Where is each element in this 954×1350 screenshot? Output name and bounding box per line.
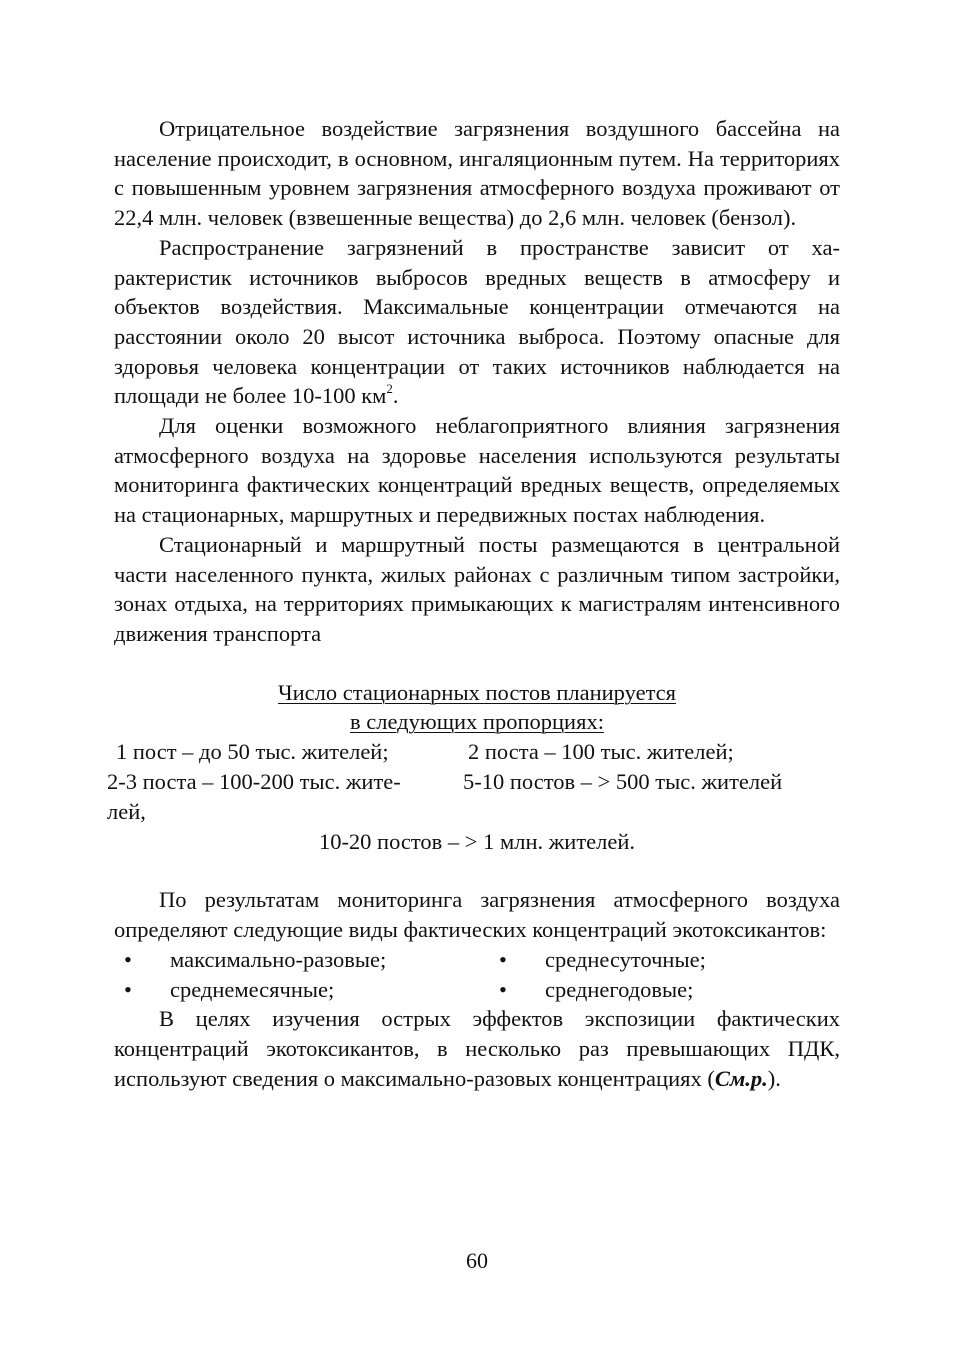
proportion-item-5: 10-20 постов – > 1 млн. жителей.: [318, 828, 636, 854]
paragraph-air-pollution-impact: Отрицательное воздействие загрязнения воздушного бассейна на население происходит, в основном, ингаляционным путем. На территориях с повышенным уровнем загрязнения атмосферного воздуха проживают от 22,4 млн. человек (взвешенные вещества) до 2,6 млн. человек (бензол).: [114, 116, 840, 231]
list-item-text: среднемесячные;: [170, 976, 335, 1002]
list-item-text: среднесуточные;: [545, 946, 706, 972]
paragraph-pollution-spread-text: Распространение загрязнений в пространстве зависит от характеристик источников выбросов вредных веществ в атмосферу и объектов воздействия. Максимальные концентрации отмечаются на расстоянии около 20 высот источника выброса. Поэтому опасные для здоровья человека концентрации от таких источников наблюдается на площади не более 10-100 км: [114, 234, 840, 409]
paragraph-pollution-spread: [114, 233, 840, 411]
superscript-square: 2: [386, 380, 393, 396]
bullet-icon: •: [499, 946, 507, 972]
proportion-item-1: 1 пост – до 50 тыс. жителей;: [116, 739, 389, 765]
list-item-text: максимально-разовые;: [170, 946, 387, 972]
proportion-item-2: 2 поста – 100 тыс. жителей;: [468, 739, 734, 765]
paragraph-health-assessment: Для оценки возможного неблагоприятного влияния загрязнения атмосферного воздуха на здоровье населения используются результаты мониторинга фактических концентраций вредных веществ, определяемых на стационарных, маршрутных и передвижных постах наблюдения.: [114, 413, 840, 528]
reference-smr: См.р.: [714, 1065, 768, 1091]
proportion-item-3-line1: 2-3 поста – 100-200 тыс. жите-: [107, 768, 401, 794]
proportions-list-cont: [106, 797, 866, 827]
paragraph-acute-effects: [114, 1004, 840, 1093]
proportion-item-4: 5-10 постов – > 500 тыс. жителей: [463, 768, 783, 794]
proportions-heading-line1: Число стационарных постов планируется: [277, 679, 677, 705]
bullet-icon: •: [124, 976, 132, 1002]
bullet-icon: •: [124, 946, 132, 972]
proportions-heading: [114, 678, 840, 737]
page-number: 60: [466, 1248, 488, 1273]
concentration-types-list: [114, 945, 840, 1004]
paragraph-pollution-spread-tail: .: [392, 383, 399, 409]
page-body: [107, 114, 840, 1093]
proportion-item-3-line2: лей,: [107, 799, 146, 825]
bullet-icon: •: [499, 976, 507, 1002]
proportions-heading-line2: в следующих пропорциях:: [350, 709, 604, 735]
paragraph-acute-effects-text: В целях изучения острых эффектов экспозиции фактических концентраций экотоксикантов, в несколько раз превышающих ПДК, используют сведения о максимально-разовых концентрациях (: [114, 1006, 840, 1091]
paragraph-monitoring-intro: По результатам мониторинга загрязнения атмосферного воздуха определяют следующие виды фактических концентраций экотоксикантов:: [114, 887, 840, 943]
paragraph-acute-effects-end: ).: [767, 1065, 781, 1091]
proportions-list: [106, 737, 866, 797]
paragraph-station-placement: Стационарный и маршрутный посты размещаются в центральной части населенного пункта, жилых районах с различным типом застройки, зонах отдыха, на территориях примыкающих к магистралям интенсивного движения транспорта: [114, 531, 840, 646]
list-item-text: среднегодовые;: [545, 976, 694, 1002]
